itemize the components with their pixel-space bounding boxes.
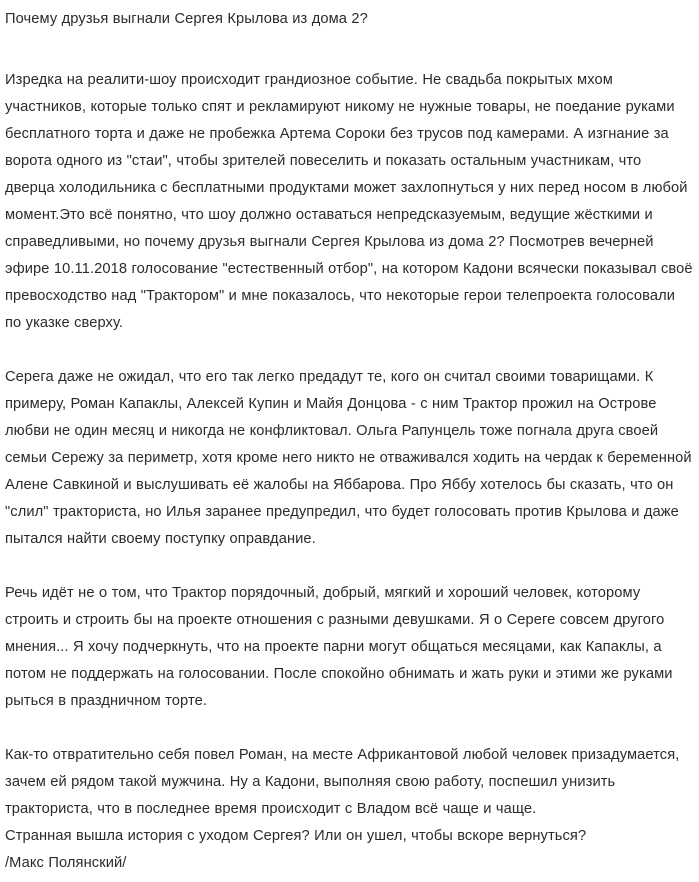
title-spacer <box>5 32 693 66</box>
article-closing-question: Странная вышла история с уходом Сергея? Или он ушел, чтобы вскоре вернуться? <box>5 827 587 844</box>
paragraph-spacer-1 <box>5 336 693 363</box>
article-author-signature: /Макс Полянский/ <box>5 854 127 871</box>
paragraph-spacer-2 <box>5 552 693 579</box>
paragraph-spacer-3 <box>5 714 693 741</box>
article-paragraph-3: Речь идёт не о том, что Трактор порядочный, добрый, мягкий и хороший человек, которому строить и строить бы на проекте отношения с разными девушками. Я о Сереге совсем другого мнения... Я хочу подчеркнуть, что на проекте парни могут общаться месяцами, как Капаклы, а потом не поддержать на голосовании. После спокойно обнимать и жать руки и этими же руками рыться в праздничном торте. <box>5 584 673 709</box>
article-paragraph-2: Серега даже не ожидал, что его так легко предадут те, кого он считал своими товарищами. К примеру, Роман Капаклы, Алексей Купин и Майя Донцова - с ним Трактор прожил на Острове любви не один месяц и никогда не конфликтовал. Ольга Рапунцель тоже погнала друга своей семьи Сережу за периметр, хотя кроме него никто не отваживался ходить на чердак к беременной Алене Савкиной и выслушивать её жалобы на Яббарова. Про Яббу хотелось бы сказать, что он "слил" тракториста, но Илья заранее предупредил, что будет голосовать против Крылова и даже пытался найти своему поступку оправдание. <box>5 368 692 547</box>
article-paragraph-4: Как-то отвратительно себя повел Роман, на месте Африкантовой любой человек призадумается, зачем ей рядом такой мужчина. Ну а Кадони, выполняя свою работу, поспешил унизить тракториста, что в последнее время происходит с Владом всё чаще и чаще. <box>5 746 680 817</box>
article-title: Почему друзья выгнали Сергея Крылова из дома 2? <box>5 10 368 27</box>
article-paragraph-1: Изредка на реалити-шоу происходит грандиозное событие. Не свадьба покрытых мхом участников, которые только спят и рекламируют никому не нужные товары, не поедание руками бесплатного торта и даже не пробежка Артема Сороки без трусов под камерами. А изгнание за ворота одного из "стаи", чтобы зрителей повеселить и показать остальным участникам, что дверца холодильника с бесплатными продуктами может захлопнуться у них перед носом в любой момент.Это всё понятно, что шоу должно оставаться непредсказуемым, ведущие жёсткими и справедливыми, но почему друзья выгнали Сергея Крылова из дома 2? Посмотрев вечерней эфире 10.11.2018 голосование "естественный отбор", на котором Кадони всячески показывал своё превосходство над "Трактором" и мне показалось, что некоторые герои телепроекта голосовали по указке сверху. <box>5 71 693 331</box>
